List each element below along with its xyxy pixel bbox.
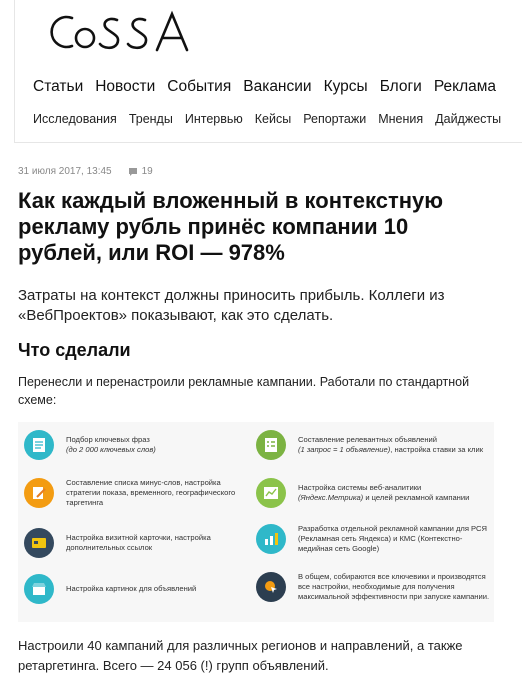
cossa-logo[interactable] <box>45 6 195 58</box>
step-text: Составление списка минус-слов, настройка стратегии показа, временного, географического таргетинга <box>66 478 236 507</box>
card-icon <box>24 528 54 558</box>
document-icon <box>24 430 54 460</box>
subnav-item-interviews[interactable]: Интервью <box>184 112 243 126</box>
subnav-item-research[interactable]: Исследования <box>33 112 117 126</box>
checklist-icon <box>256 430 286 460</box>
comments-count: 19 <box>141 166 153 177</box>
step-item <box>256 430 492 460</box>
nav-item-courses[interactable]: Курсы <box>323 78 368 95</box>
logo-graphic <box>45 6 195 58</box>
nav-item-articles[interactable]: Статьи <box>33 78 84 95</box>
shop-icon <box>24 574 54 604</box>
nav-item-advertising[interactable]: Реклама <box>433 78 497 95</box>
step-text: Разработка отдельной рекламной кампании для РСЯ (Рекламная сеть Яндекса) и КМС (Контекстно-медийная сеть Google) <box>298 524 488 553</box>
step-item <box>24 574 244 604</box>
nav-item-vacancies[interactable]: Вакансии <box>243 78 312 95</box>
article-meta <box>18 166 153 177</box>
article-lead: Затраты на контекст должны приносить прибыль. Коллеги из «ВебПроектов» показывают, как это сделать. <box>18 287 445 324</box>
subnav-item-reports[interactable]: Репортажи <box>303 112 367 126</box>
subnav-item-opinions[interactable]: Мнения <box>378 112 424 126</box>
step-item <box>24 528 244 558</box>
pencil-icon <box>24 478 54 508</box>
nav-item-news[interactable]: Новости <box>95 78 156 95</box>
article-paragraph: Перенесли и перенастроили рекламные кампании. Работали по стандартной схеме: <box>18 375 470 407</box>
nav-item-blogs[interactable]: Блоги <box>379 78 422 95</box>
comment-icon <box>128 167 138 177</box>
analytics-icon <box>256 478 286 508</box>
article-title: Как каждый вложенный в контекстную рекламу рубль принёс компании 10 рублей, или ROI — 978% <box>18 188 444 265</box>
step-item <box>256 478 492 508</box>
step-text: Составление релевантных объявлений (1 запрос = 1 объявление), настройка ставки за клик <box>298 435 484 454</box>
subnav-item-cases[interactable]: Кейсы <box>254 112 292 126</box>
site-header <box>14 0 522 143</box>
step-text: Настройка системы веб-аналитики (Яндекс.Метрика) и целей рекламной кампании <box>298 483 470 502</box>
nav-item-events[interactable]: События <box>167 78 232 95</box>
step-item <box>24 478 244 508</box>
step-text: Настройка визитной карточки, настройка дополнительных ссылок <box>66 533 211 552</box>
article-date: 31 июля 2017, 13:45 <box>18 166 112 177</box>
subnav-item-digests[interactable]: Дайджесты <box>435 112 502 126</box>
step-text: Подбор ключевых фраз (до 2 000 ключевых слов) <box>66 435 156 454</box>
steps-infographic <box>18 422 494 622</box>
step-text: Настройка картинок для объявлений <box>66 584 197 593</box>
step-text: В общем, собираются все ключевики и производятся все настройки, необходимые для получения максимальной эффективности при запуске кампании. <box>298 572 490 601</box>
subnav-item-trends[interactable]: Тренды <box>128 112 173 126</box>
chart-icon <box>256 524 286 554</box>
section-heading: Что сделали <box>18 340 131 360</box>
main-nav <box>33 78 508 96</box>
article-paragraph-2: Настроили 40 кампаний для различных регионов и направлений, а также ретаргетинга. Всего — 24 056 (!) групп объявлений. <box>18 638 463 673</box>
cursor-icon <box>256 572 286 602</box>
step-item <box>24 430 244 460</box>
step-item <box>256 572 492 602</box>
comments-link[interactable] <box>128 166 153 177</box>
step-item <box>256 524 492 554</box>
sub-nav <box>33 112 513 126</box>
